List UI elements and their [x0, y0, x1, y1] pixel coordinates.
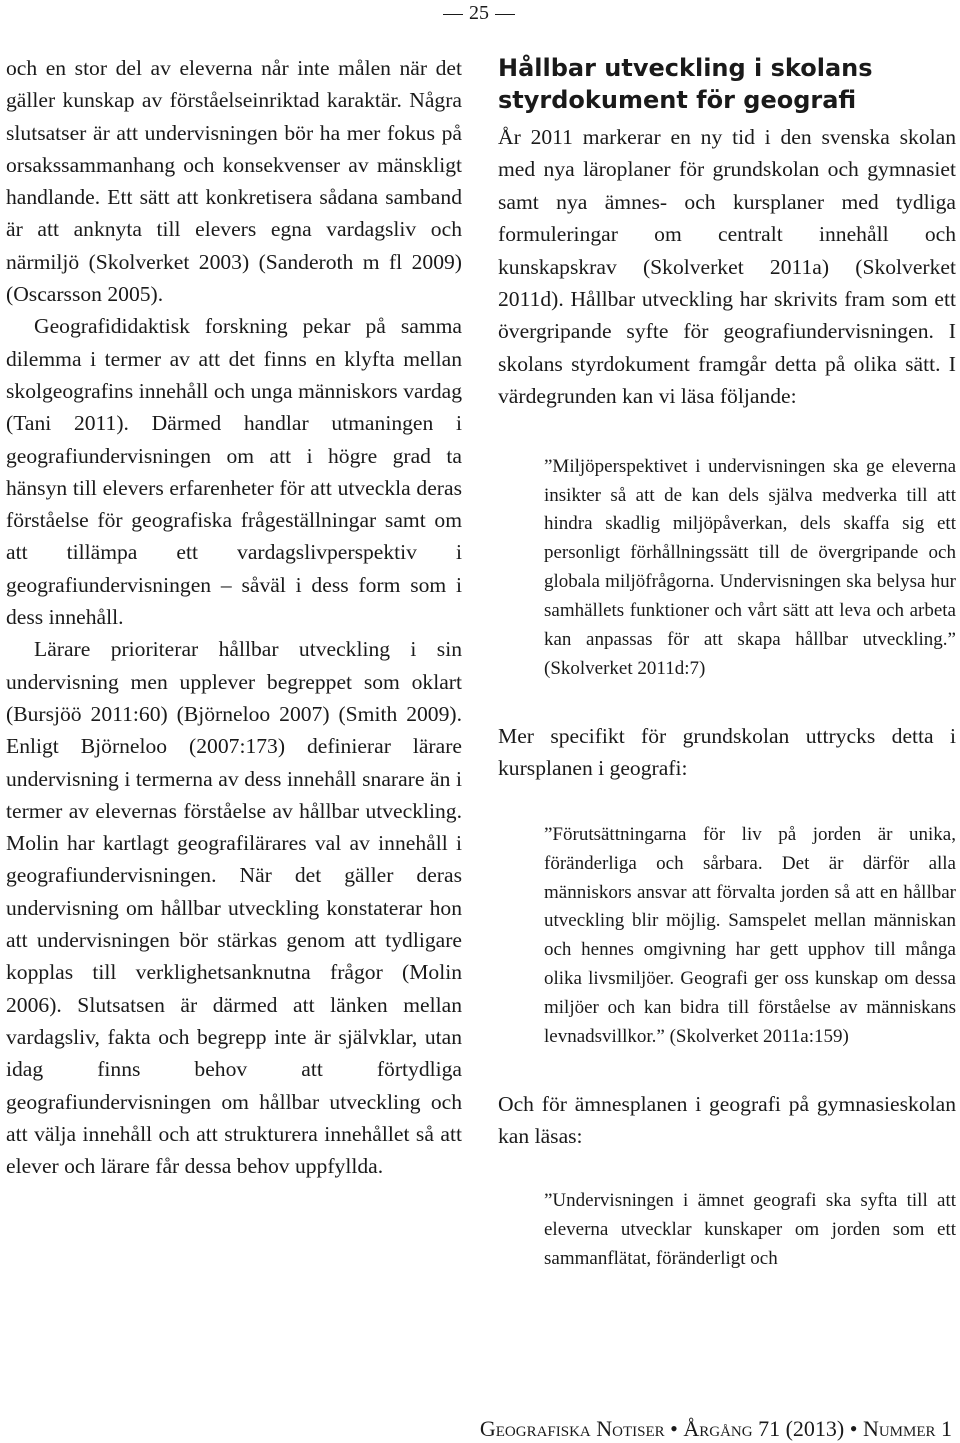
page-number — [437, 0, 521, 26]
section-heading: Hållbar utveckling i skolans styrdokument för geografi — [498, 54, 873, 114]
footer-journal: Geografiska Notiser — [479, 1416, 665, 1441]
running-footer — [480, 1415, 952, 1443]
paragraph-2: Mer specifikt för grundskolan uttrycks detta i kursplanen i geografi: — [498, 723, 956, 781]
block-quote-3: ”Undervisningen i ämnet geografi ska syfta till att eleverna utvecklar kunskaper om jorden som ett sammanflätat, föränderligt och — [544, 1189, 956, 1269]
intro-paragraph: År 2011 markerar en ny tid i den svenska skolan med nya läroplaner för grundskolan och gymnasiet samt nya ämnes- och kursplaner med tydliga formuleringar om centralt innehåll och kunskapskrav (Skolverket 2011a) (Skolverket 2011d). Hållbar utveckling har skrivits fram som ett övergripande syfte för geografiundervisningen. I skolans styrdokument framgår detta på olika sätt. I värdegrunden kan vi läsa följande: — [498, 125, 956, 409]
page-number-value: 25 — [469, 2, 489, 24]
block-quote-2: ”Förutsättningarna för liv på jorden är unika, föränderliga och sårbara. Det är därför alla människors ansvar att förvalta jorden så att en hållbar utveckling blir möjlig. Samspelet mellan människan och hennes omgivning har gett upphov till många olika livsmiljöer. Geografi ger oss kunskap om dessa miljöer och kan bidra till förståelse av människans levnadsvillkor.” (Skolverket 2011a:159) — [544, 823, 956, 1048]
page-number-dash-right — [495, 14, 515, 15]
page-number-dash-left — [443, 14, 463, 15]
left-column — [6, 52, 462, 1182]
left-paragraph-3: Lärare prioriterar hållbar utveckling i sin undervisning men upplever begreppet som oklart (Bursjöö 2011:60) (Björneloo 2007) (Smith 2009). Enligt Björneloo (2007:173) definierar lärare undervisning i termerna av dess innehåll snarare än i termer av elevernas förståelse av hållbar utveckling. Molin har kartlagt geografilärares val av innehåll i geografiundervisningen. När det gäller deras undervisning om hållbar utveckling konstaterar hon att undervisningen bör stärkas genom att tydligare kopplas till verklighetsanknutna frågor (Molin 2006). Slutsatsen är därmed att länken mellan vardagsliv, fakta och begrepp inte är självklar, utan idag finns behov att förtydliga geografiundervisningen om hållbar utveckling och att välja innehåll och att strukturera innehållet så att elever och lärare får dessa behov uppfyllda. — [6, 637, 462, 1179]
block-quote-1: ”Miljöperspektivet i undervisningen ska ge eleverna insikter så att de kan dels själva medverka till att hindra skadlig miljöpåverkan, dels skaffa sig ett personligt förhållningssätt till de övergripande och globala miljöfrågorna. Undervisningen ska belysa hur samhällets funktioner och vårt sätt att leva och arbeta kan anpassas för att skapa hållbar utveckling.” (Skolverket 2011d:7) — [544, 455, 956, 679]
footer-volume: Årgång 71 (2013) — [683, 1416, 845, 1441]
right-column — [498, 52, 956, 1274]
footer-issue: Nummer 1 — [862, 1416, 952, 1441]
paragraph-3: Och för ämnesplanen i geografi på gymnasieskolan kan läsas: — [498, 1091, 956, 1149]
left-paragraph-2: Geografididaktisk forskning pekar på samma dilemma i termer av att det finns en klyfta mellan skolgeografins innehåll och unga människors vardag (Tani 2011). Därmed handlar utmaningen i geografiundervisningen om att i högre grad ta hänsyn till elevers erfarenheter för att utveckla deras förståelse för geografiska frågeställningar samt om att tillämpa ett vardagslivperspektiv i geografiundervisningen – såväl i dess form som i dess innehåll. — [6, 314, 462, 630]
left-paragraph-1: och en stor del av eleverna når inte målen när det gäller kunskap av förståelseinriktad karaktär. Några slutsatser är att undervisningen bör ha mer fokus på orsakssammanhang och konsekvenser av mänskligt handlande. Ett sätt att konkretisera sådana samband är att anknyta till elevers egna vardagsliv och närmiljö (Skolverket 2003) (Sanderoth m fl 2009) (Oscarsson 2005). — [6, 56, 462, 307]
footer-separator-2: • — [849, 1416, 858, 1441]
footer-separator-1: • — [670, 1416, 678, 1441]
